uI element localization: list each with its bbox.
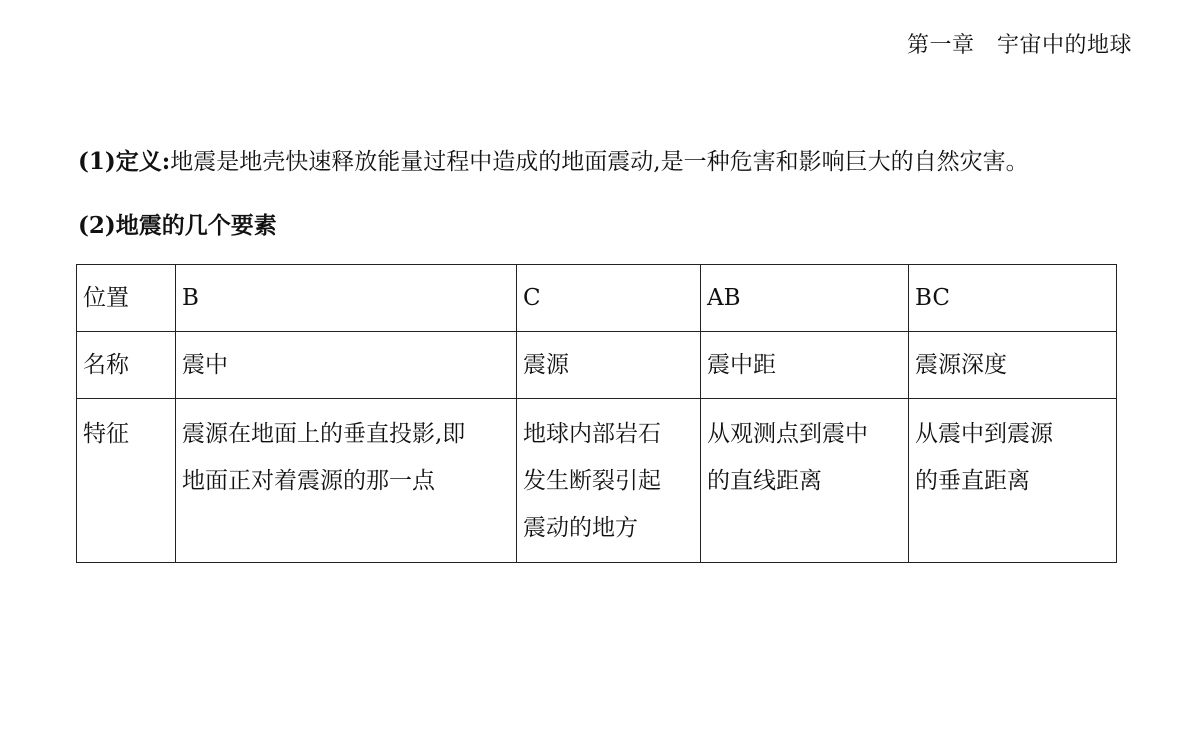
table-cell-focal-depth-feature	[909, 399, 1117, 563]
elements-heading-number: (2)	[78, 212, 116, 239]
table-row-feature	[77, 399, 1117, 563]
cell-line: 地球内部岩石	[523, 421, 661, 447]
row-header-name: 名称	[77, 332, 176, 399]
table-cell: 震源深度	[909, 332, 1117, 399]
cell-line: 震源在地面上的垂直投影,即	[182, 421, 466, 447]
elements-heading-text: 地震的几个要素	[115, 212, 277, 239]
table-cell: 震中距	[701, 332, 909, 399]
definition-text: 地震是地壳快速释放能量过程中造成的地面震动,是一种危害和影响巨大的自然灾害。	[170, 149, 1029, 175]
table-cell: AB	[701, 265, 909, 332]
earthquake-elements-table	[76, 264, 1117, 563]
table-cell: B	[176, 265, 517, 332]
chapter-header: 第一章 宇宙中的地球	[906, 33, 1132, 58]
table-cell: BC	[909, 265, 1117, 332]
cell-line: 的垂直距离	[915, 468, 1030, 494]
table-cell: C	[517, 265, 701, 332]
definition-label: (1)定义:	[78, 148, 171, 175]
table-cell-focus-feature	[517, 399, 701, 563]
elements-heading	[78, 207, 277, 240]
table-row-position	[77, 265, 1117, 332]
table-cell: 震源	[517, 332, 701, 399]
cell-line: 的直线距离	[707, 468, 822, 494]
table-cell-epicentral-distance-feature	[701, 399, 909, 563]
table-cell: 震中	[176, 332, 517, 399]
cell-line: 地面正对着震源的那一点	[182, 468, 435, 494]
row-header-feature: 特征	[77, 399, 176, 563]
cell-line: 发生断裂引起	[523, 468, 661, 494]
cell-line: 从观测点到震中	[707, 421, 868, 447]
cell-line: 从震中到震源	[915, 421, 1053, 447]
table-row-name	[77, 332, 1117, 399]
cell-line: 震动的地方	[523, 515, 638, 541]
row-header-position: 位置	[77, 265, 176, 332]
table-cell-epicenter-feature	[176, 399, 517, 563]
definition-paragraph	[78, 143, 1029, 176]
